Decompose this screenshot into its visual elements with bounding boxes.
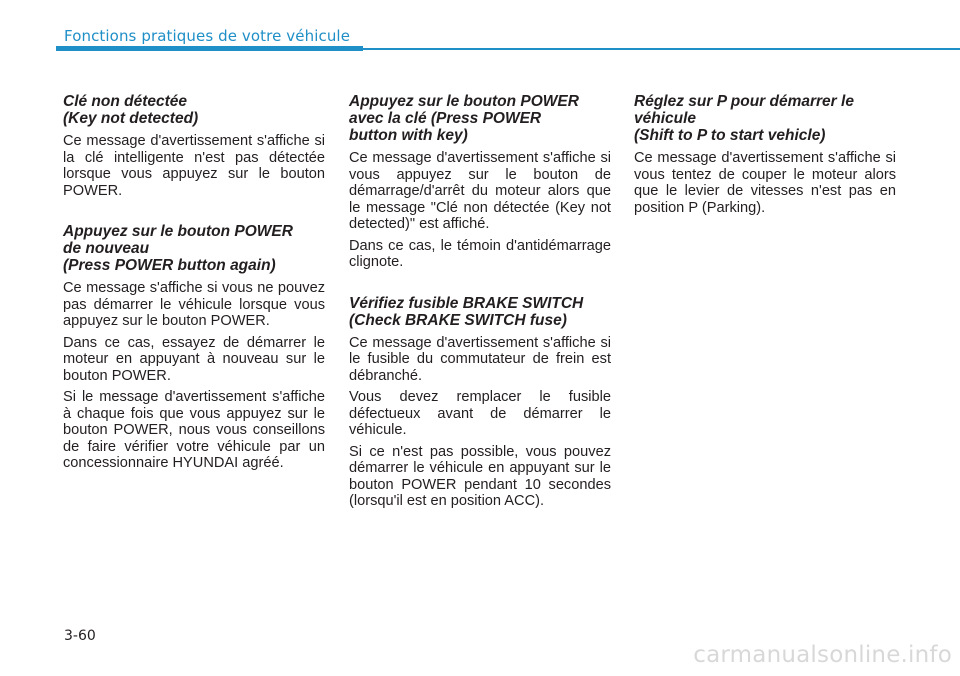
paragraph: Dans ce cas, le témoin d'antidémarrage clignote.	[349, 237, 611, 270]
paragraph: Vous devez remplacer le fusible défectueux avant de démarrer le véhicule.	[349, 389, 611, 438]
header-rule	[363, 48, 960, 50]
paragraph: Si ce n'est pas possible, vous pouvez démarrer le véhicule en appuyant sur le bouton POWER pendant 10 secondes (lorsqu'il est en position ACC).	[349, 443, 611, 509]
text-column-2	[349, 93, 611, 534]
text-column-1	[63, 93, 325, 496]
page-number: 3-60	[64, 628, 96, 644]
section-press-power-with-key	[349, 93, 611, 271]
section-title: Appuyez sur le bouton POWER de nouveau (Press POWER button again)	[63, 223, 293, 274]
section-press-power-again	[63, 223, 325, 472]
section-shift-to-p	[634, 93, 896, 216]
section-check-brake-switch-fuse	[349, 295, 611, 510]
paragraph: Ce message d'avertissement s'affiche si vous appuyez sur le bouton de démarrage/d'arrêt du moteur alors que le message "Clé non détectée (Key not detected)" est affiché.	[349, 150, 611, 232]
watermark-text: carmanualsonline.info	[693, 642, 952, 668]
text-column-3	[634, 93, 896, 240]
section-title: Vérifiez fusible BRAKE SWITCH (Check BRAKE SWITCH fuse)	[349, 294, 584, 329]
section-title: Appuyez sur le bouton POWER avec la clé (Press POWER button with key)	[349, 93, 579, 144]
paragraph: Si le message d'avertissement s'affiche à chaque fois que vous appuyez sur le bouton POWER, nous vous conseillons de faire vérifier votre véhicule par un concessionnaire HYUNDAI agréé.	[63, 389, 325, 471]
section-title: Clé non détectée (Key not detected)	[63, 93, 199, 127]
paragraph: Ce message s'affiche si vous ne pouvez pas démarrer le véhicule lorsque vous appuyez sur le bouton POWER.	[63, 280, 325, 329]
paragraph: Dans ce cas, essayez de démarrer le moteur en appuyant à nouveau sur le bouton POWER.	[63, 334, 325, 384]
paragraph: Ce message d'avertissement s'affiche si vous tentez de couper le moteur alors que le levier de vitesses n'est pas en position P (Parking).	[634, 150, 896, 216]
running-header-title: Fonctions pratiques de votre véhicule	[64, 27, 351, 45]
paragraph: Ce message d'avertissement s'affiche si le fusible du commutateur de frein est débranché.	[349, 334, 611, 384]
header-rule-accent	[56, 46, 363, 51]
paragraph: Ce message d'avertissement s'affiche si la clé intelligente n'est pas détectée lorsque vous appuyez sur le bouton POWER.	[63, 133, 325, 199]
section-key-not-detected	[63, 93, 325, 199]
section-title: Réglez sur P pour démarrer le véhicule (Shift to P to start vehicle)	[634, 93, 854, 144]
